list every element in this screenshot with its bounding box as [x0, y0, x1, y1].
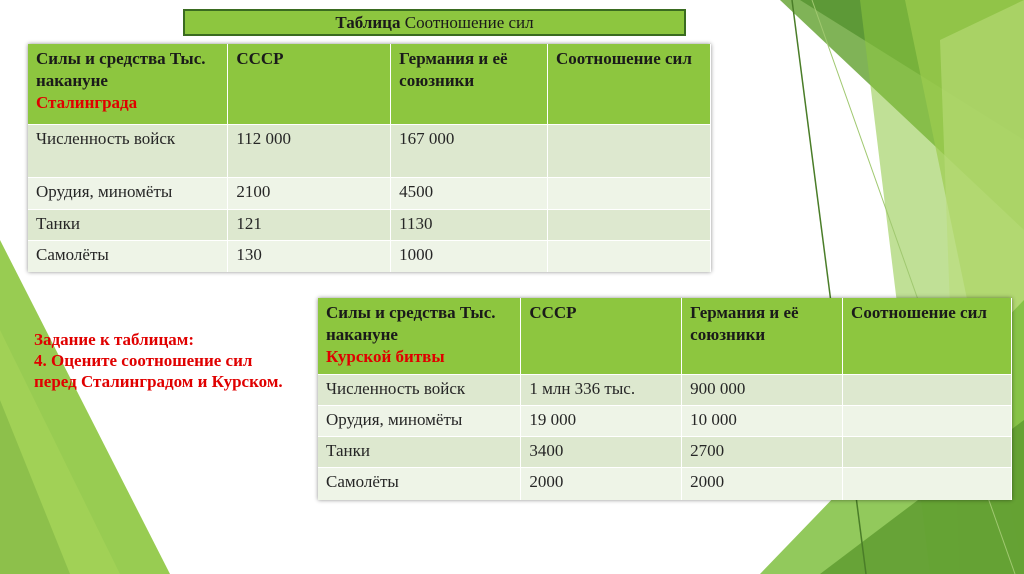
table-row — [28, 178, 711, 210]
table-title-bold: Таблица — [335, 13, 401, 32]
header-forces-event: Сталинграда — [36, 93, 138, 112]
table-cell: 167 000 — [391, 125, 548, 178]
table-cell: 2100 — [228, 178, 391, 210]
table-cell — [843, 375, 1012, 406]
task-instructions — [34, 329, 284, 392]
table-title-box — [183, 9, 686, 36]
header-ratio: Соотношение сил — [548, 44, 711, 125]
header-ussr: СССР — [228, 44, 391, 125]
table-row — [318, 437, 1012, 468]
table-header-row — [28, 44, 711, 125]
table-row — [318, 406, 1012, 437]
header-germany: Германия и её союзники — [682, 298, 843, 375]
task-heading: Задание к таблицам: — [34, 330, 195, 349]
table-cell: 1 млн 336 тыс. — [521, 375, 682, 406]
table-cell: Танки — [28, 210, 228, 241]
header-forces-event: Курской битвы — [326, 347, 445, 366]
table-cell: 1130 — [391, 210, 548, 241]
table-cell — [548, 178, 711, 210]
table-cell — [548, 125, 711, 178]
table-cell — [548, 241, 711, 272]
header-forces — [318, 298, 521, 375]
table-row — [28, 241, 711, 272]
table-cell — [843, 468, 1012, 500]
table-cell: 10 000 — [682, 406, 843, 437]
header-ussr: СССР — [521, 298, 682, 375]
table-cell: 2000 — [521, 468, 682, 500]
table-row — [28, 125, 711, 178]
kursk-forces-table — [318, 298, 1012, 500]
task-body: 4. Оцените соотношение сил перед Сталинградом и Курском. — [34, 351, 283, 391]
table-cell: 19 000 — [521, 406, 682, 437]
table-cell: 130 — [228, 241, 391, 272]
table-cell: Самолёты — [28, 241, 228, 272]
table-cell: 121 — [228, 210, 391, 241]
header-forces-label: Силы и средства Тыс. накануне — [326, 303, 496, 344]
table-cell: 2000 — [682, 468, 843, 500]
table-cell: Танки — [318, 437, 521, 468]
table-row — [318, 375, 1012, 406]
table-cell: Численность войск — [28, 125, 228, 178]
table-cell: 1000 — [391, 241, 548, 272]
header-forces-label: Силы и средства Тыс. накануне — [36, 49, 206, 90]
table-cell: 3400 — [521, 437, 682, 468]
table-cell: Самолёты — [318, 468, 521, 500]
header-germany: Германия и её союзники — [391, 44, 548, 125]
table-cell: 4500 — [391, 178, 548, 210]
table-cell: 900 000 — [682, 375, 843, 406]
table-cell — [843, 437, 1012, 468]
table-cell: 112 000 — [228, 125, 391, 178]
table-cell — [843, 406, 1012, 437]
table-cell: Орудия, миномёты — [28, 178, 228, 210]
table-row — [28, 210, 711, 241]
header-ratio: Соотношение сил — [843, 298, 1012, 375]
header-forces — [28, 44, 228, 125]
table-row — [318, 468, 1012, 500]
table-cell: Орудия, миномёты — [318, 406, 521, 437]
table-cell: Численность войск — [318, 375, 521, 406]
table-title-text: Соотношение сил — [404, 13, 534, 32]
table-header-row — [318, 298, 1012, 375]
table-cell: 2700 — [682, 437, 843, 468]
table-cell — [548, 210, 711, 241]
stalingrad-forces-table — [28, 44, 711, 272]
